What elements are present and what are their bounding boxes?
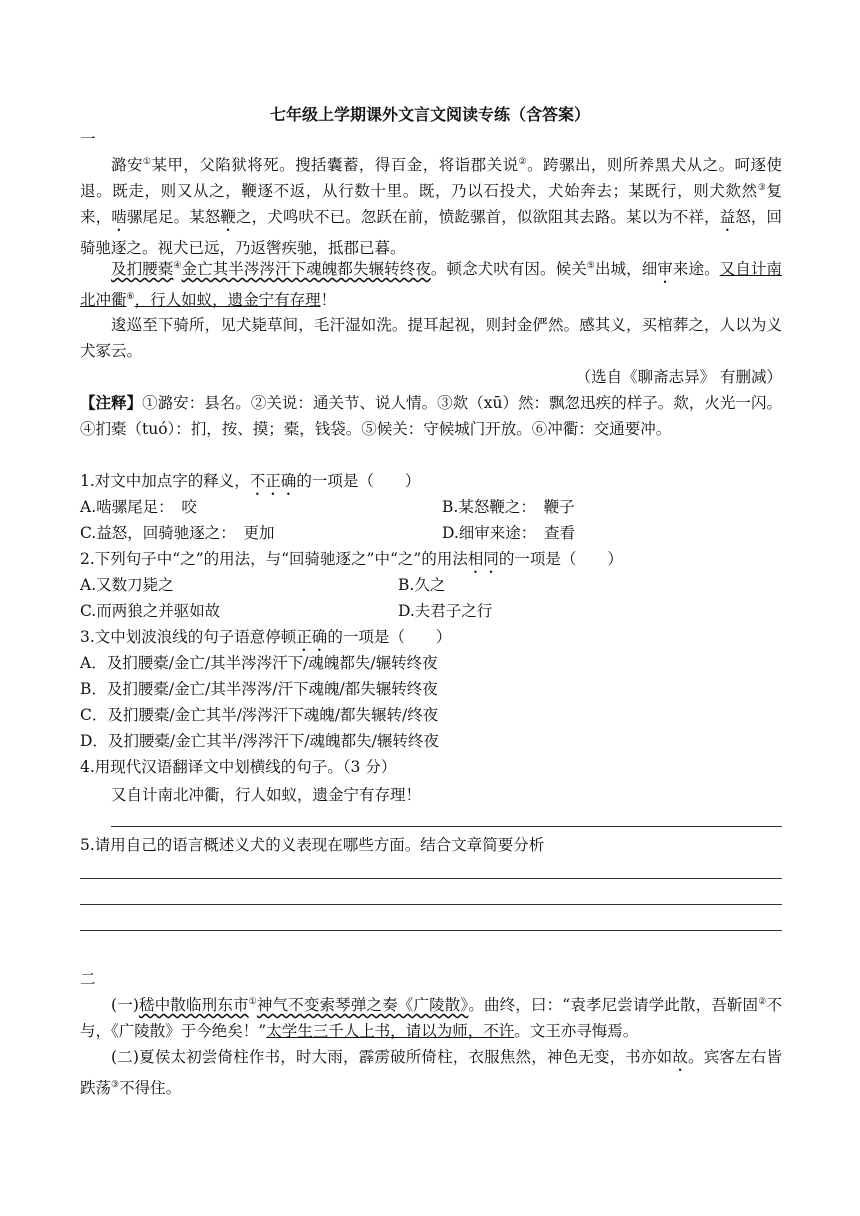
question-3-option-d[interactable]: D．及扪腰橐/金亡其半/涔涔汗下/魂魄都失/辗转终夜 xyxy=(80,732,439,750)
question-1-stem: 1.对文中加点字的释义，不正确的一项是（ ） xyxy=(80,472,421,490)
annotation-notes: 【注释】①潞安：县名。②关说：通关节、说人情。③欻（xū）然：飘忽迅疾的样子。欻，火光一闪。④扪橐（tuó）：扪，按、摸；橐，钱袋。⑤候关：守候城门开放。⑥冲衢：交通要冲。 xyxy=(80,393,782,438)
question-3-stem: 3.文中划波浪线的句子语意停顿正确的一项是（ ） xyxy=(80,628,452,646)
dotted-char-yi: 益 xyxy=(719,208,736,226)
question-4-stem: 4.用现代汉语翻译文中划横线的句子。（3 分） xyxy=(80,758,397,776)
question-1-option-b[interactable]: B.某怒鞭之： 鞭子 xyxy=(442,498,575,516)
answer-line-q5-3[interactable] xyxy=(80,930,782,931)
question-1-option-a[interactable]: A.啮骡尾足： 咬 xyxy=(80,498,197,516)
dotted-char-bian: 鞭 xyxy=(220,208,237,226)
passage-2-paragraph-2: (二)夏侯太初尝倚柱作书，时大雨，霹雳破所倚柱，衣服焦然，神色无变，书亦如故。宾客左右皆跌荡③不得住。 xyxy=(80,1048,782,1097)
underlined-sentence: 又自计南北冲衢 xyxy=(80,260,782,309)
passage-1-paragraph-1: 潞安①某甲，父陷狱将死。搜括囊蓄，得百金，将诣郡关说②。跨骡出，则所养黑犬从之。呵逐使退。既走，则又从之，鞭逐不返，从行数十里。既，乃以石投犬，犬始奔去；某既行，则犬欻然③复来，啮骡尾足。某怒鞭之，犬鸣吠不已。忽跃在前，愤龁骡首，似欲阻其去路。某以为不祥，益怒，回骑驰逐之。视犬已远，乃返辔疾驰，抵郡已暮。 xyxy=(80,156,782,257)
question-1-option-c[interactable]: C.益怒，回骑驰逐之： 更加 xyxy=(80,524,275,542)
wavy-sentence-2: 嵇中散临刑东市 xyxy=(138,996,249,1014)
question-2-option-b[interactable]: B.久之 xyxy=(398,576,446,594)
question-2-option-d[interactable]: D.夫君子之行 xyxy=(398,602,493,620)
section-label-2: 二 xyxy=(80,970,96,988)
dotted-char-shen: 审 xyxy=(657,260,673,278)
question-2-stem: 2.下列句子中“之”的用法，与“回骑驰逐之”中“之”的用法相同的一项是（ ） xyxy=(80,550,623,568)
question-5-stem: 5.请用自己的语言概述义犬的义表现在哪些方面。结合文章简要分析 xyxy=(80,836,545,854)
question-3-option-b[interactable]: B．及扪腰橐/金亡/其半涔涔/汗下魂魄/都失辗转终夜 xyxy=(80,680,438,698)
passage-1-paragraph-2: 及扪腰橐④金亡其半涔涔汗下魂魄都失辗转终夜。顿念犬吠有因。候关⑤出城，细审来途。又自计南北冲衢⑥，行人如蚁，遗金宁有存理！ xyxy=(80,260,782,309)
question-2-option-c[interactable]: C.而两狼之并驱如故 xyxy=(80,602,221,620)
section-label-1: 一 xyxy=(80,130,96,148)
question-4-sentence: 又自计南北冲衢，行人如蚁，遗金宁有存理！ xyxy=(111,786,422,804)
underlined-sentence-2: 太学生三千人上书，请以为师，不许 xyxy=(266,1022,515,1040)
answer-line-q5-1[interactable] xyxy=(80,878,782,879)
question-2-option-a[interactable]: A.又数刀毙之 xyxy=(80,576,174,594)
wavy-sentence: 及扪腰橐 xyxy=(111,260,174,278)
question-3-option-a[interactable]: A．及扪腰橐/金亡/其半涔涔汗下/魂魄都失/辗转终夜 xyxy=(80,654,438,672)
dotted-char-gu: 故 xyxy=(672,1048,689,1066)
answer-line-q5-2[interactable] xyxy=(80,904,782,905)
question-3-option-c[interactable]: C．及扪腰橐/金亡其半/涔涔汗下魂魄/都失辗转/终夜 xyxy=(80,706,439,724)
question-1-option-d[interactable]: D.细审来途： 查看 xyxy=(442,524,576,542)
source-citation: （选自《聊斋志异》 有删减） xyxy=(575,368,782,386)
passage-1-paragraph-3: 逡巡至下骑所，见犬毙草间，毛汗湿如洗。提耳起视，则封金俨然。感其义，买棺葬之，人以为义犬冢云。 xyxy=(80,316,782,360)
dotted-char-nie: 啮 xyxy=(111,208,127,226)
passage-2-paragraph-1: (一)嵇中散临刑东市①神气不变索琴弹之奏《广陵散》。曲终，曰：“袁孝尼尝请学此散，吾靳固②不与，《广陵散》于今绝矣！”太学生三千人上书，请以为师，不许。文王亦寻悔焉。 xyxy=(80,996,782,1040)
page-title: 七年级上学期课外文言文阅读专练（含答案） xyxy=(269,105,590,124)
answer-line-q4[interactable] xyxy=(111,826,782,827)
